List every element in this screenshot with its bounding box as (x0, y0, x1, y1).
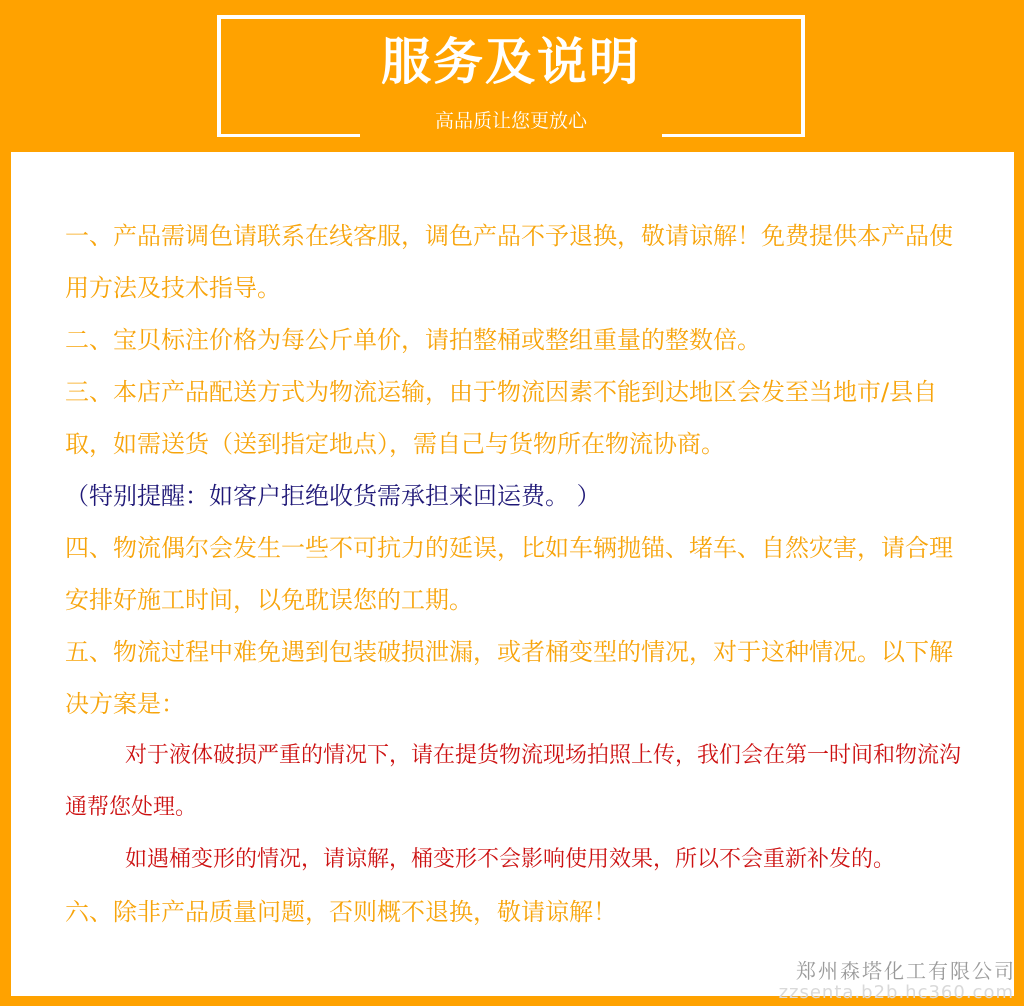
term-3-note: （特别提醒：如客户拒绝收货需承担来回运费。 ） (65, 482, 601, 510)
term-4: 四、物流偶尔会发生一些不可抗力的延误，比如车辆抛锚、堵车、自然灾害，请合理安排好施工时间，以免耽误您的工期。 (65, 534, 953, 614)
term-1: 一、产品需调色请联系在线客服，调色产品不予退换，敬请谅解！免费提供本产品使用方法及技术指导。 (65, 222, 953, 302)
term-5: 五、物流过程中难免遇到包装破损泄漏，或者桶变型的情况，对于这种情况。以下解决方案是： (65, 638, 953, 718)
term-5-solution-b: 如遇桶变形的情况，请谅解，桶变形不会影响使用效果，所以不会重新补发的。 (125, 847, 896, 872)
header-banner (0, 0, 1024, 152)
site-watermark: zzsenta.b2b.hc360.com (778, 982, 1014, 1003)
frame-right-line (801, 15, 805, 137)
term-3: 三、本店产品配送方式为物流运输，由于物流因素不能到达地区会发至当地市/县自取，如需送货（送到指定地点），需自己与货物所在物流协商。 (65, 378, 938, 458)
term-5-solution-a: 对于液体破损严重的情况下，请在提货物流现场拍照上传，我们会在第一时间和物流沟通帮您处理。 (65, 743, 962, 820)
term-6: 六、除非产品质量问题，否则概不退换，敬请谅解！ (65, 898, 617, 926)
company-name: 郑州森塔化工有限公司 (796, 959, 1016, 983)
frame-top-line (217, 15, 805, 19)
page-subtitle: 高品质让您更放心 (360, 103, 662, 139)
term-2: 二、宝贝标注价格为每公斤单价，请拍整桶或整组重量的整数倍。 (65, 326, 761, 354)
page-title: 服务及说明 (381, 33, 641, 91)
service-terms (65, 210, 965, 938)
